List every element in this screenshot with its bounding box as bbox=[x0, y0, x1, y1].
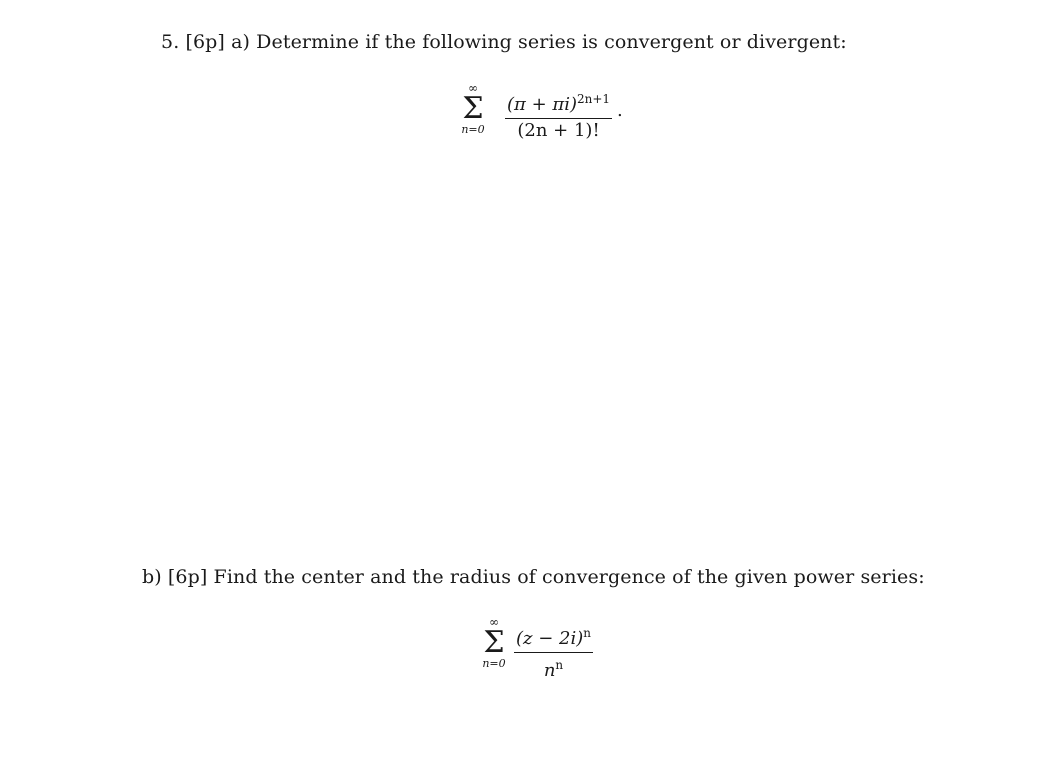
sum-upper-limit: ∞ bbox=[468, 81, 478, 95]
series-formula-a bbox=[455, 82, 655, 162]
fraction-b bbox=[514, 622, 593, 683]
sigma-symbol: Σ bbox=[483, 625, 505, 660]
sum-lower-limit: n=0 bbox=[461, 123, 485, 136]
numerator-a-base: (π + πi) bbox=[507, 94, 577, 115]
sigma-symbol: Σ bbox=[462, 91, 484, 126]
fraction-a bbox=[505, 88, 612, 143]
sum-lower-limit: n=0 bbox=[482, 657, 506, 670]
sum-upper-limit: ∞ bbox=[489, 615, 499, 629]
denominator-b-exponent: n bbox=[555, 658, 564, 672]
numerator-a-exponent: 2n+1 bbox=[577, 92, 611, 106]
question-b-text: b) [6p] Find the center and the radius of convergence of the given power series: bbox=[142, 566, 925, 588]
denominator-a: (2n + 1)! bbox=[517, 120, 600, 141]
summation-a bbox=[455, 82, 491, 136]
summation-b bbox=[476, 616, 512, 670]
series-formula-b bbox=[476, 616, 636, 696]
numerator-b-base: (z − 2i) bbox=[516, 628, 584, 649]
numerator-b-exponent: n bbox=[583, 626, 591, 640]
numerator-b bbox=[514, 622, 593, 653]
denominator-b-base: n bbox=[543, 660, 556, 681]
numerator-a bbox=[505, 88, 612, 119]
denominator-b bbox=[514, 653, 593, 683]
formula-a-period: . bbox=[617, 100, 623, 121]
question-a-text: 5. [6p] a) Determine if the following series is convergent or divergent: bbox=[161, 31, 847, 53]
